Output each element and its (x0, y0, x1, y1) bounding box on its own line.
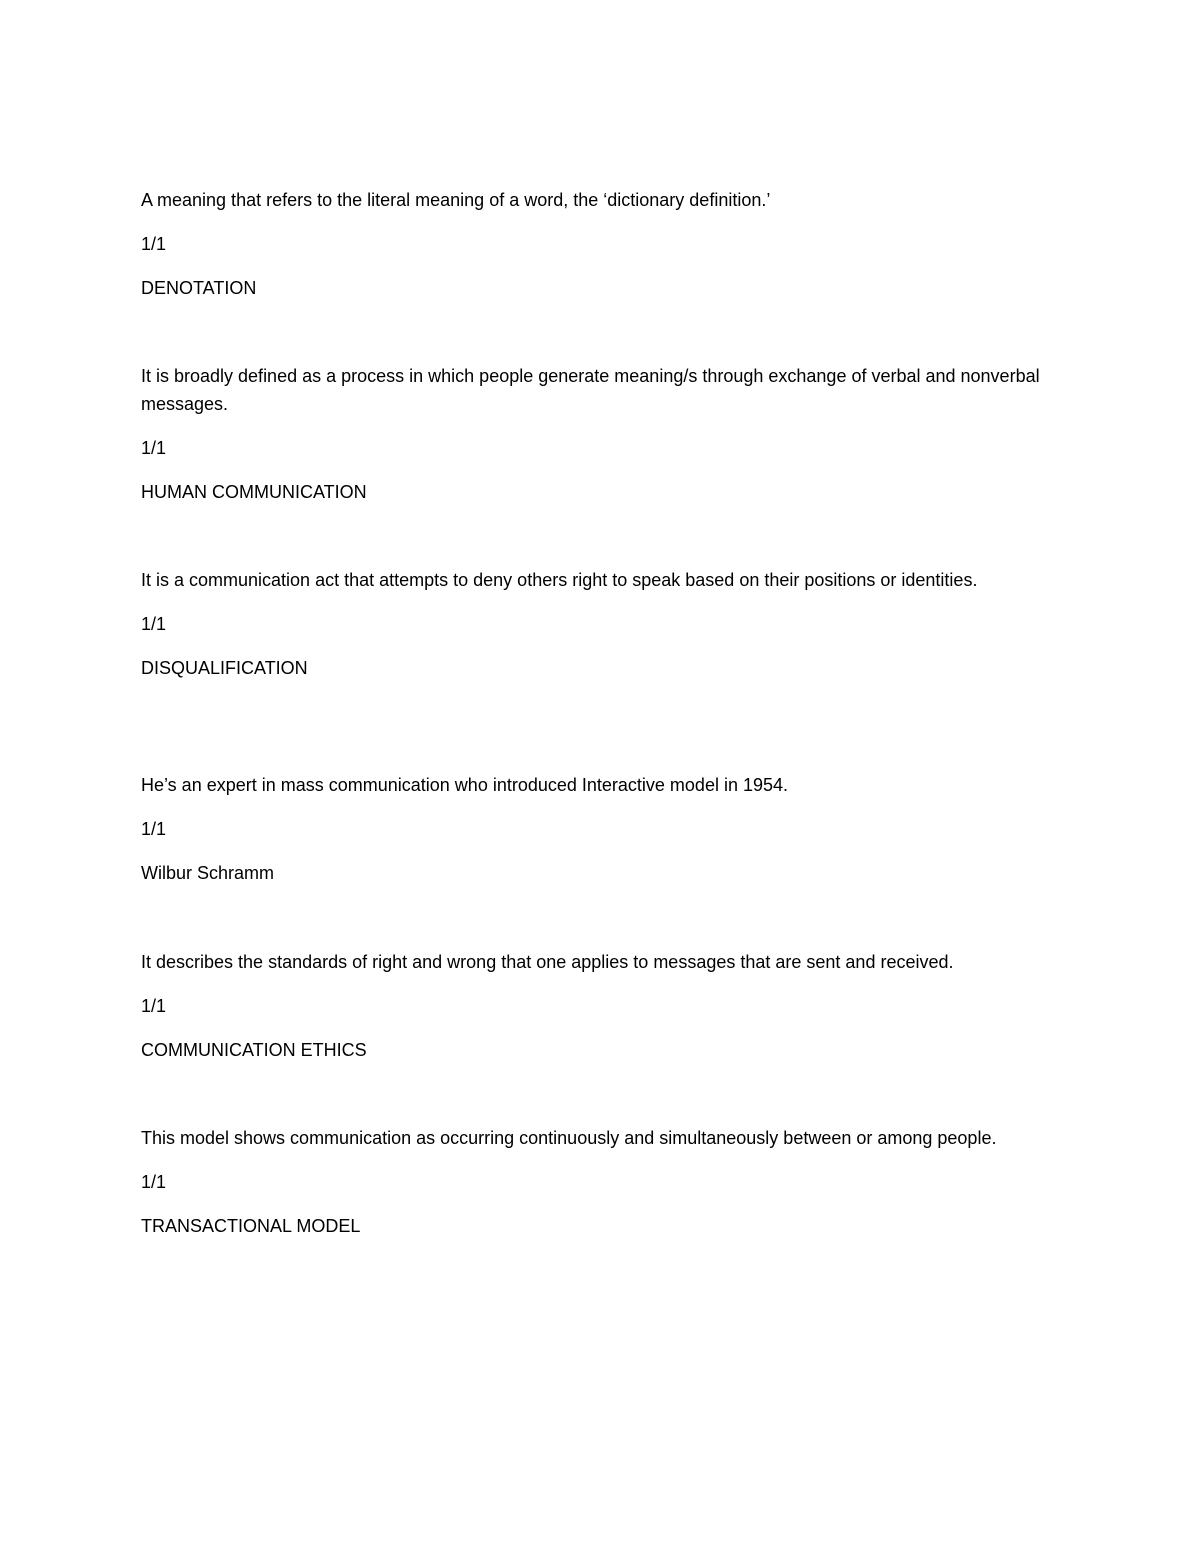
score-text: 1/1 (141, 819, 167, 839)
answer-text: TRANSACTIONAL MODEL (141, 1216, 361, 1236)
score-text: 1/1 (141, 614, 167, 634)
answer-text: HUMAN COMMUNICATION (141, 482, 367, 502)
question-text: A meaning that refers to the literal meaning of a word, the ‘dictionary definition.’ (141, 190, 771, 210)
score-text: 1/1 (141, 1172, 167, 1192)
answer-text: DENOTATION (141, 278, 257, 298)
answer-text: Wilbur Schramm (141, 863, 275, 883)
score-text: 1/1 (141, 438, 167, 458)
score-text: 1/1 (141, 996, 167, 1016)
qa-item (141, 948, 1041, 1064)
score-text: 1/1 (141, 234, 167, 254)
question-text: This model shows communication as occurring continuously and simultaneously between or among people. (141, 1128, 997, 1148)
qa-item (141, 186, 1041, 302)
qa-item (141, 362, 1041, 506)
qa-item (141, 771, 1041, 887)
answer-text: DISQUALIFICATION (141, 658, 308, 678)
answer-text: COMMUNICATION ETHICS (141, 1040, 367, 1060)
question-text: It is broadly defined as a process in which people generate meaning/s through exchange of verbal and nonverbal messages. (141, 366, 1040, 414)
qa-item (141, 566, 1041, 682)
qa-item (141, 1124, 1041, 1240)
question-text: It describes the standards of right and wrong that one applies to messages that are sent and received. (141, 952, 954, 972)
question-text: He’s an expert in mass communication who introduced Interactive model in 1954. (141, 775, 789, 795)
question-text: It is a communication act that attempts to deny others right to speak based on their positions or identities. (141, 570, 978, 590)
